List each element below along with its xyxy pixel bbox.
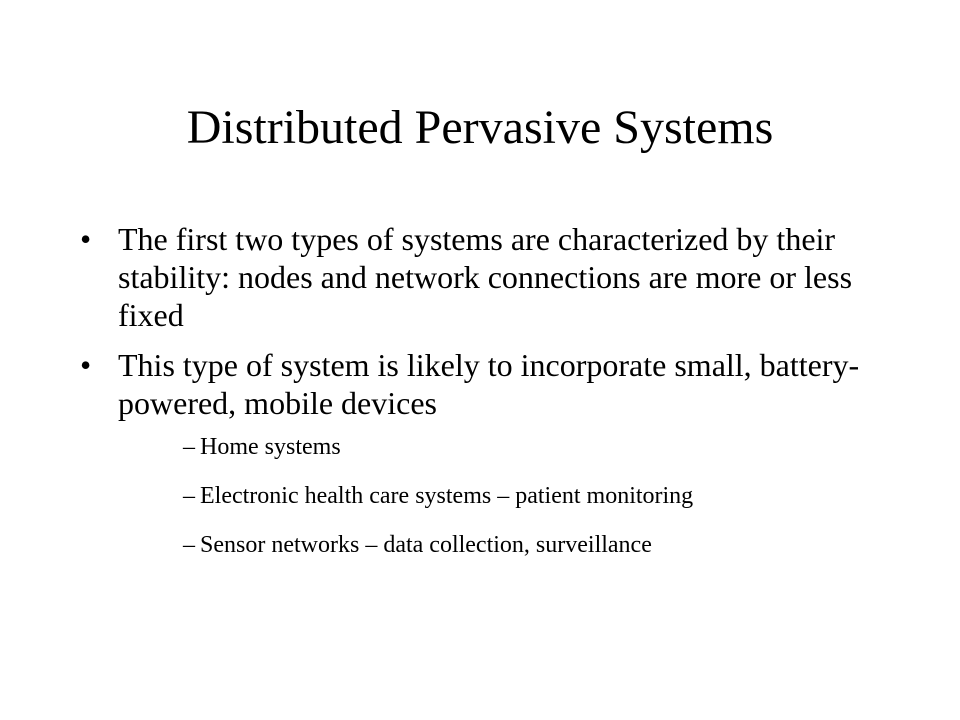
sub-bullet-text: Home systems xyxy=(200,434,341,460)
sub-bullet-list xyxy=(118,432,860,560)
bullet-item xyxy=(80,346,860,560)
bullet-text: This type of system is likely to incorporate small, battery-powered, mobile devices xyxy=(118,347,860,421)
sub-bullet-marker: – xyxy=(183,483,195,509)
bullet-list xyxy=(80,220,860,579)
sub-bullet-item xyxy=(118,530,860,560)
bullet-text: The first two types of systems are characterized by their stability: nodes and network connections are more or less fixed xyxy=(118,221,853,333)
sub-bullet-text: Electronic health care systems – patient monitoring xyxy=(200,483,694,509)
sub-bullet-item xyxy=(118,432,860,462)
bullet-item xyxy=(80,220,860,334)
sub-bullet-text: Sensor networks – data collection, surveillance xyxy=(200,532,652,558)
slide-title: Distributed Pervasive Systems xyxy=(186,101,774,154)
bullet-marker: • xyxy=(80,347,92,383)
sub-bullet-item xyxy=(118,481,860,511)
sub-bullet-marker: – xyxy=(183,532,195,558)
sub-bullet-marker: – xyxy=(183,434,195,460)
bullet-marker: • xyxy=(80,221,92,257)
